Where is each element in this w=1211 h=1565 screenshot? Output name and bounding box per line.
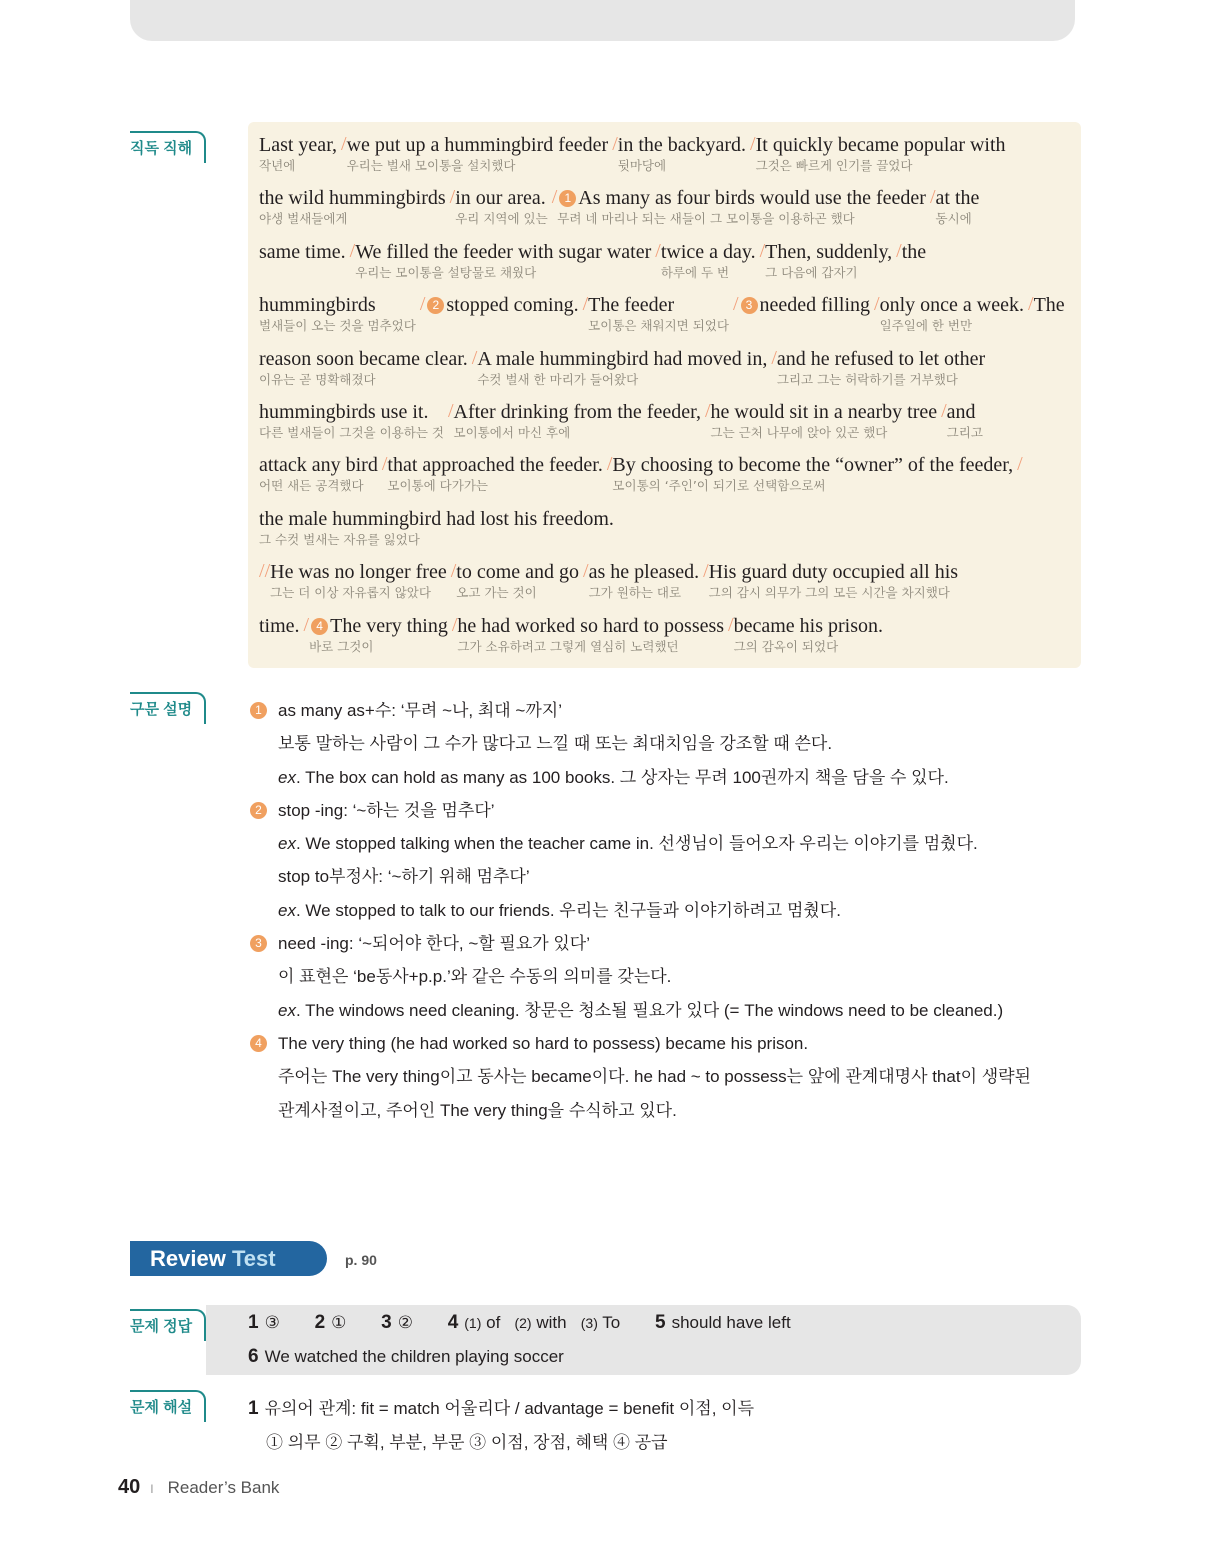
korean-translation: 그가 원하는 대로 (588, 585, 682, 601)
korean-translation: 무려 네 마리나 되는 새들이 그 모이통을 이용하곤 했다 (557, 211, 855, 227)
point-number-badge: 2 (427, 297, 444, 314)
book-title: Reader’s Bank (167, 1478, 280, 1497)
page-reference: p. 90 (345, 1252, 377, 1268)
english-text: The (1033, 294, 1065, 317)
chunk-slash: / (381, 453, 388, 476)
english-text: We filled the feeder with sugar water (355, 240, 652, 263)
chunk-slash: / (582, 293, 589, 316)
korean-translation: 이유는 곧 명확해졌다 (259, 371, 376, 387)
chunk-slash: / (704, 400, 711, 422)
reading-chunk (456, 560, 579, 602)
english-text: became his prison. (733, 614, 884, 637)
english-text: same time. (259, 240, 346, 263)
example-marker: ex (278, 767, 296, 787)
point-number-badge: 4 (250, 1035, 267, 1052)
point-number-badge: 1 (559, 190, 576, 207)
korean-translation: 그의 감시 의무가 그의 모든 시간을 차지했다 (708, 585, 950, 601)
reading-chunk (880, 293, 1024, 335)
english-text: we put up a hummingbird feeder (346, 134, 609, 156)
chunk-slash: / (1017, 453, 1023, 476)
korean-translation: 뒷마당에 (617, 158, 667, 173)
reading-chunk (259, 186, 446, 228)
reading-line (259, 507, 618, 549)
reading-chunk (709, 560, 958, 602)
chunk-slash: / (612, 133, 618, 155)
reading-chunk (756, 133, 1006, 175)
page-footer: 40 I Reader’s Bank (118, 1476, 280, 1498)
english-text: hummingbirds use it. (259, 401, 429, 423)
chunk-slash: / (551, 186, 558, 209)
korean-translation: 모이통의 ‘주인’이 되기로 선택함으로써 (612, 478, 826, 494)
reading-chunk (425, 293, 578, 335)
english-text: the wild hummingbirds (259, 187, 446, 210)
grammar-explanation (248, 694, 1031, 1127)
reading-chunk (270, 560, 447, 602)
korean-translation: 바로 그것이 (309, 638, 374, 654)
label-direct-reading: 직독 직해 (130, 137, 202, 158)
grammar-line: ex. The windows need cleaning. 창문은 청소될 필요가 있다 (= The windows need to be cleaned.) (278, 1000, 1004, 1020)
english-text: reason soon became clear. (259, 347, 468, 370)
chunk-slash: / (732, 293, 739, 316)
reading-chunk (355, 240, 651, 282)
english-text: By choosing to become the “owner” of the feeder, (612, 454, 1014, 477)
chunk-slash: / (447, 400, 454, 422)
korean-translation: 그의 감옥이 되었다 (733, 638, 839, 654)
grammar-line: 2 stop -ing: ‘~하는 것을 멈추다’ (248, 794, 1031, 827)
chunk-slash: / (450, 560, 457, 583)
point-number-badge: 3 (250, 935, 267, 952)
english-text: time. (259, 614, 300, 637)
korean-translation: 모이통에서 마신 후에 (453, 425, 571, 440)
korean-translation (1034, 317, 1065, 335)
reading-chunk (947, 400, 983, 442)
english-text: He was no longer free (270, 561, 447, 584)
english-text: in our area. (455, 187, 546, 210)
reading-chunk (936, 186, 980, 228)
reading-chunk (711, 400, 938, 442)
korean-translation: 그리고 (946, 425, 983, 440)
english-text: at the (935, 187, 980, 210)
grammar-line: 주어는 The very thing이고 동사는 became이다. he had ~ to possess는 앞에 관계대명사 that이 생략된 (278, 1067, 1031, 1087)
reading-chunk (661, 240, 756, 282)
english-text: His guard duty occupied all his (708, 561, 959, 584)
korean-translation: 그리고 그는 허락하기를 거부했다 (776, 371, 958, 387)
reading-chunk (734, 614, 883, 656)
korean-translation: 모이통에 다가가는 (387, 478, 488, 494)
korean-translation: 그는 더 이상 자유롭지 않았다 (270, 585, 431, 601)
reading-chunk (259, 507, 614, 549)
example-marker: ex (278, 834, 296, 854)
grammar-line: 3 need -ing: ‘~되어야 한다, ~할 필요가 있다’ (248, 927, 1031, 960)
korean-translation: 우리는 벌새 모이통을 설치했다 (346, 158, 516, 173)
korean-translation: 동시에 (935, 211, 972, 227)
reading-chunk (589, 560, 700, 602)
reading-chunk (259, 614, 300, 656)
reading-line (259, 560, 962, 602)
english-text: that approached the feeder. (387, 454, 603, 477)
reading-line (259, 293, 1069, 335)
reading-line (259, 400, 987, 442)
english-text: Then, suddenly, (765, 240, 893, 263)
korean-translation: 그 수컷 벌새는 자유를 잃었다 (259, 531, 420, 547)
korean-translation (902, 264, 926, 282)
korean-translation: 그는 근처 나무에 앉아 있곤 했다 (710, 425, 888, 440)
grammar-line: 이 표현은 ‘be동사+p.p.’와 같은 수동의 의미를 갖는다. (278, 967, 672, 987)
chunk-slash: / (583, 560, 589, 583)
korean-translation: 어떤 새든 공격했다 (259, 478, 364, 494)
reading-chunk (387, 453, 602, 495)
english-text: It quickly became popular with (755, 134, 1006, 156)
chunk-slash: / (449, 186, 456, 209)
korean-translation: 하루에 두 번 (660, 264, 730, 280)
chunk-slash: / (896, 239, 902, 262)
reading-chunk (902, 240, 926, 282)
reading-chunk (259, 240, 346, 282)
korean-translation (425, 317, 578, 335)
english-text: and he refused to let other (776, 347, 986, 370)
explanation-line-1: 1 유의어 관계: fit = match 어울리다 / advantage = benefit 이점, 이득 (248, 1398, 755, 1419)
english-text: 2 stopped coming. (425, 293, 578, 317)
english-text: to come and go (456, 561, 580, 584)
korean-translation: 야생 벌새들에게 (259, 211, 348, 227)
korean-translation: 그가 소유하려고 그렇게 열심히 노력했던 (457, 638, 679, 654)
example-marker: ex (278, 1000, 296, 1020)
grammar-line: ex. The box can hold as many as 100 books. 그 상자는 무려 100권까지 책을 담을 수 있다. (278, 767, 949, 787)
reading-chunk (612, 453, 1013, 495)
english-text: attack any bird (259, 454, 378, 477)
english-text: 1 As many as four birds would use the feeder (557, 186, 926, 210)
english-text: and (946, 401, 976, 423)
korean-translation: 우리는 모이통을 설탕물로 채웠다 (355, 264, 537, 280)
reading-chunk (309, 614, 448, 656)
english-text: 3 needed filling (739, 293, 871, 317)
explanation-line-2: ① 의무 ② 구획, 부분, 부문 ③ 이점, 장점, 혜택 ④ 공급 (266, 1433, 668, 1452)
chunk-slash: / (419, 293, 426, 316)
chunk-slash: / (655, 239, 661, 262)
chunk-slash: / (341, 133, 347, 155)
korean-translation: 다른 벌새들이 그것을 이용하는 것 (259, 425, 444, 440)
chunk-slash: / (451, 613, 458, 636)
label-explanation: 문제 해설 (130, 1396, 202, 1417)
answer-line-1: 1 ③ 2 ① 3 ② 4 (1) of (2) with (3) To 5 should have left (248, 1312, 791, 1333)
grammar-line: stop to부정사: ‘~하기 위해 멈추다’ (278, 867, 530, 887)
english-text: he would sit in a nearby tree (710, 401, 938, 423)
chunk-slash: / (771, 346, 777, 369)
reading-line (259, 453, 1023, 495)
review-test-banner: Review Test (130, 1241, 327, 1276)
korean-translation (259, 638, 300, 656)
english-text: Last year, (259, 134, 338, 156)
korean-translation: 수컷 벌새 한 마리가 들어왔다 (477, 371, 639, 387)
grammar-line: 4 The very thing (he had worked so hard to possess) became his prison. (248, 1027, 1031, 1060)
english-text: After drinking from the feeder, (453, 401, 701, 423)
point-number-badge: 1 (250, 702, 267, 719)
reading-chunk (739, 293, 871, 335)
example-marker: ex (278, 900, 296, 920)
grammar-line: ex. We stopped to talk to our friends. 우리는 친구들과 이야기하려고 멈췄다. (278, 900, 841, 920)
reading-chunk (765, 240, 892, 282)
reading-chunk (588, 293, 729, 335)
point-number-badge: 4 (311, 618, 328, 635)
reading-chunk (457, 614, 724, 656)
reading-chunk (477, 347, 767, 389)
reading-chunk (259, 293, 416, 335)
english-text: The feeder (588, 294, 675, 317)
korean-translation: 일주일에 한 번만 (879, 318, 973, 334)
korean-translation: 그 다음에 갑자기 (765, 264, 858, 280)
english-text: A male hummingbird had moved in, (477, 347, 768, 370)
english-text: twice a day. (660, 240, 756, 263)
korean-translation: 모이통은 채워지면 되었다 (588, 318, 729, 334)
reading-chunk (259, 347, 468, 389)
english-text: hummingbirds (259, 294, 376, 317)
reading-line (259, 614, 887, 656)
page-number: 40 (118, 1476, 141, 1498)
reading-chunk (454, 400, 701, 442)
chunk-slash: / (929, 186, 936, 209)
reading-chunk (259, 133, 337, 175)
reading-chunk (347, 133, 609, 175)
chunk-slash: / (703, 560, 709, 583)
chunk-slash: / (349, 239, 356, 262)
chunk-slash: / (759, 239, 766, 262)
chunk-slash: / (303, 613, 310, 636)
english-text: in the backyard. (617, 134, 747, 156)
reading-chunk (259, 400, 444, 442)
top-bar (130, 0, 1075, 41)
chunk-slash: / (259, 560, 265, 583)
grammar-line: ex. We stopped talking when the teacher came in. 선생님이 들어오자 우리는 이야기를 멈췄다. (278, 834, 978, 854)
reading-chunk (455, 186, 547, 228)
reading-chunk (557, 186, 926, 228)
reading-chunk (618, 133, 746, 175)
chunk-slash: / (750, 133, 756, 155)
reading-chunk (777, 347, 985, 389)
label-grammar: 구문 설명 (130, 698, 202, 719)
chunk-slash: / (606, 453, 613, 476)
grammar-line: 1 as many as+수: ‘무려 ~나, 최대 ~까지’ (248, 694, 1031, 727)
english-text: 4 The very thing (309, 614, 448, 638)
point-number-badge: 3 (741, 297, 758, 314)
korean-translation: 오고 가는 것이 (456, 585, 537, 601)
korean-translation (259, 264, 346, 282)
english-text: only once a week. (879, 294, 1024, 317)
answer-line-2: 6 We watched the children playing soccer (248, 1346, 564, 1367)
korean-translation: 작년에 (259, 158, 296, 173)
reading-chunk (259, 453, 378, 495)
chunk-slash: / (874, 293, 880, 316)
reading-line (259, 240, 930, 282)
label-answers: 문제 정답 (130, 1315, 202, 1336)
grammar-line: 관계사절이고, 주어인 The very thing을 수식하고 있다. (278, 1100, 677, 1120)
reading-line (259, 186, 983, 228)
chunk-slash: / (264, 560, 271, 583)
korean-translation: 그것은 빠르게 인기를 끌었다 (755, 158, 913, 173)
korean-translation: 우리 지역에 있는 (455, 211, 548, 227)
grammar-line: 보통 말하는 사람이 그 수가 많다고 느낄 때 또는 최대치임을 강조할 때 쓴다. (278, 734, 833, 754)
chunk-slash: / (728, 613, 734, 636)
chunk-slash: / (1028, 293, 1034, 316)
chunk-slash: / (941, 400, 947, 422)
chunk-slash: / (471, 346, 478, 369)
english-text: as he pleased. (588, 561, 700, 584)
reading-line (259, 347, 989, 389)
reading-chunk (1034, 293, 1065, 335)
korean-translation: 벌새들이 오는 것을 멈추었다 (259, 318, 416, 334)
english-text: the (901, 240, 927, 263)
korean-translation (739, 317, 871, 335)
english-text: the male hummingbird had lost his freedom. (259, 507, 614, 530)
english-text: he had worked so hard to possess (457, 614, 725, 637)
reading-line (259, 133, 1010, 175)
point-number-badge: 2 (250, 802, 267, 819)
